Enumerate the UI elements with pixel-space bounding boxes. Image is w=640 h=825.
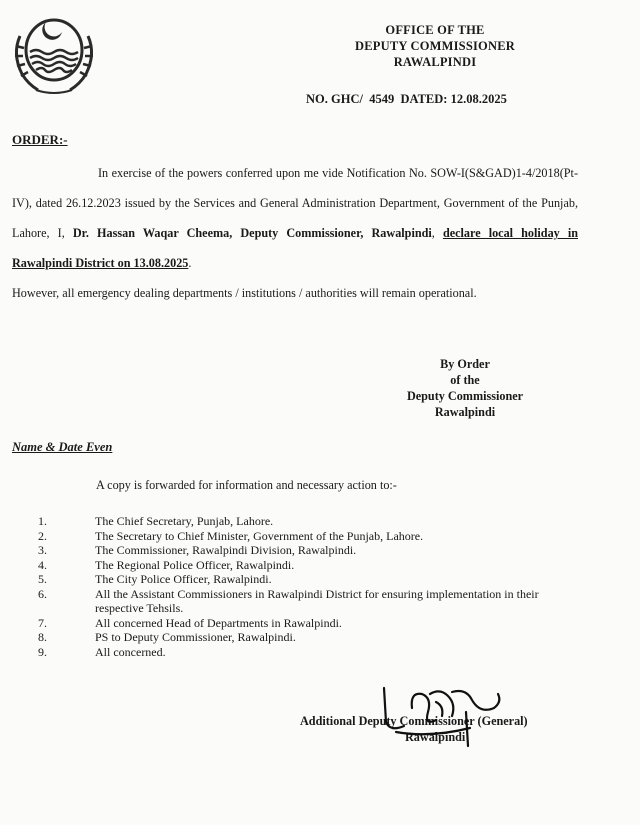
office-heading bbox=[300, 22, 570, 70]
order-heading: ORDER:- bbox=[12, 132, 68, 147]
item-text: The Commissioner, Rawalpindi Division, Rawalpindi. bbox=[95, 543, 357, 557]
order-paragraph bbox=[12, 158, 578, 278]
dated-label: DATED: bbox=[400, 92, 448, 106]
list-item bbox=[38, 645, 558, 660]
item-number: 8. bbox=[38, 630, 47, 644]
reference-line bbox=[306, 92, 507, 107]
by-order-line-2: of the bbox=[450, 373, 480, 387]
handwritten-signature-icon bbox=[370, 682, 510, 752]
item-number: 9. bbox=[38, 644, 47, 659]
list-item bbox=[38, 543, 558, 558]
item-text: All concerned Head of Departments in Rawalpindi. bbox=[95, 615, 342, 630]
item-text: All the Assistant Commissioners in Rawalpindi District for ensuring implementation in their respective Tehsils. bbox=[95, 586, 539, 615]
item-number: 2. bbox=[38, 528, 47, 543]
item-number: 5. bbox=[38, 572, 47, 586]
by-order-line-3: Deputy Commissioner bbox=[406, 389, 524, 403]
list-item bbox=[38, 630, 558, 645]
list-item bbox=[38, 572, 558, 587]
item-number: 6. bbox=[38, 586, 47, 601]
dated-value: 12.08.2025 bbox=[450, 92, 507, 106]
item-text: The Chief Secretary, Punjab, Lahore. bbox=[95, 514, 274, 528]
item-number: 4. bbox=[38, 557, 47, 572]
order-text-2: , bbox=[431, 226, 443, 240]
item-text: The Secretary to Chief Minister, Government of the Punjab, Lahore. bbox=[95, 528, 424, 543]
ref-number: 4549 bbox=[369, 92, 395, 106]
order-body bbox=[12, 158, 578, 308]
office-line-1: OFFICE OF THE bbox=[385, 23, 485, 37]
name-date-even: Name & Date Even bbox=[12, 440, 113, 454]
list-item bbox=[38, 529, 558, 544]
copy-forward-line: A copy is forwarded for information and necessary action to:- bbox=[96, 478, 397, 492]
punjab-government-emblem-icon bbox=[6, 6, 102, 98]
list-item bbox=[38, 616, 558, 631]
item-text: The City Police Officer, Rawalpindi. bbox=[95, 572, 272, 586]
distribution-list bbox=[38, 514, 558, 659]
office-line-3: RAWALPINDI bbox=[393, 55, 477, 69]
item-text: All concerned. bbox=[95, 644, 166, 659]
by-order-block bbox=[380, 356, 550, 420]
officer-name: Dr. Hassan Waqar Cheema, Deputy Commissioner, Rawalpindi bbox=[72, 226, 432, 240]
order-text-3: . bbox=[188, 256, 192, 270]
signatory-title: Additional Deputy Commissioner (General) bbox=[300, 714, 528, 728]
order-text-1: In exercise of the powers conferred upon me vide Notification No. SOW-I(S&GAD)1-4/2018(Pt-IV), dated 26.12.2023 issued by the Services and General Administration Department, Government of the Punjab, Lahore, I, bbox=[12, 166, 578, 240]
signatory-place: Rawalpindi bbox=[405, 730, 466, 744]
emergency-note: However, all emergency dealing departments / institutions / authorities will remain operational. bbox=[12, 286, 477, 300]
by-order-line-4: Rawalpindi bbox=[434, 405, 496, 419]
list-item bbox=[38, 514, 558, 529]
list-item bbox=[38, 558, 558, 573]
holiday-declaration: declare local holiday in Rawalpindi District on 13.08.2025 bbox=[12, 226, 578, 270]
office-line-2: DEPUTY COMMISSIONER bbox=[355, 39, 515, 53]
item-number: 3. bbox=[38, 543, 47, 557]
by-order-line-1: By Order bbox=[440, 357, 490, 371]
item-number: 1. bbox=[38, 514, 47, 528]
list-item bbox=[38, 587, 558, 616]
item-text: The Regional Police Officer, Rawalpindi. bbox=[95, 557, 295, 572]
item-text: PS to Deputy Commissioner, Rawalpindi. bbox=[95, 630, 296, 644]
ref-label: NO. GHC/ bbox=[306, 92, 363, 106]
item-number: 7. bbox=[38, 615, 47, 630]
